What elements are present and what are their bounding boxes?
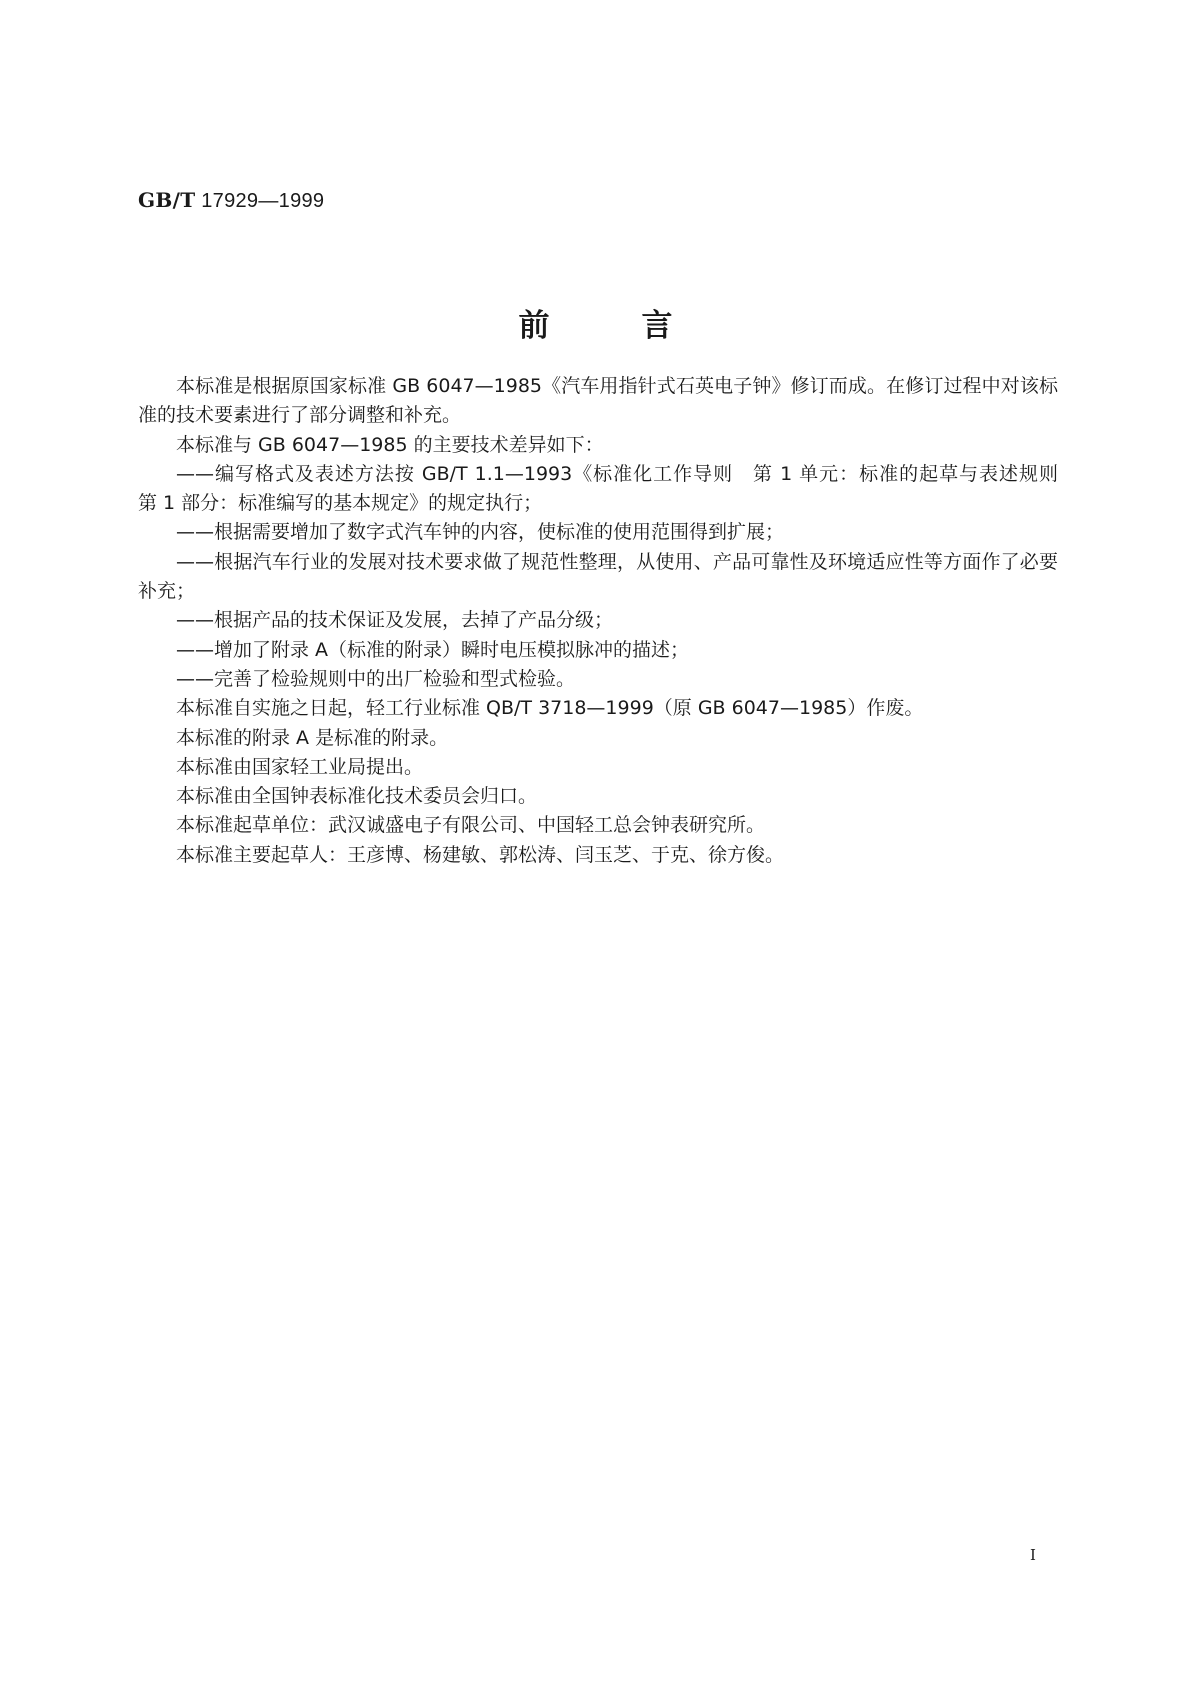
foreword-body	[138, 372, 1078, 870]
standard-code	[138, 188, 324, 213]
standard-code-number: 17929—1999	[195, 190, 325, 212]
list-item-technical-requirements: ——根据汽车行业的发展对技术要求做了规范性整理，从使用、产品可靠性及环境适应性等方面作了必要补充；	[138, 550, 1058, 603]
paragraph-drafting-units: 本标准起草单位：武汉诚盛电子有限公司、中国轻工总会钟表研究所。	[176, 814, 766, 837]
standard-code-prefix: GB/T	[138, 188, 196, 212]
paragraph-appendix-note: 本标准的附录 A 是标准的附录。	[176, 726, 449, 749]
page-title: 前言	[518, 308, 765, 344]
page-number: I	[1030, 1546, 1036, 1564]
list-item-digital-clock: ——根据需要增加了数字式汽车钟的内容，使标准的使用范围得到扩展；	[176, 521, 785, 544]
list-item-format: ——编写格式及表述方法按 GB/T 1.1—1993《标准化工作导则 第 1 单元：标准的起草与表述规则 第 1 部分：标准编写的基本规定》的规定执行；	[138, 462, 1078, 515]
paragraph-proposed-by: 本标准由国家轻工业局提出。	[176, 755, 424, 778]
paragraph-administered-by: 本标准由全国钟表标准化技术委员会归口。	[176, 785, 538, 808]
paragraph-differences-lead: 本标准与 GB 6047—1985 的主要技术差异如下：	[176, 433, 604, 456]
list-item-grading-removed: ——根据产品的技术保证及发展，去掉了产品分级；	[176, 609, 614, 632]
list-item-inspection-rules: ——完善了检验规则中的出厂检验和型式检验。	[176, 667, 576, 690]
paragraph-supersedes: 本标准自实施之日起，轻工行业标准 QB/T 3718—1999（原 GB 6047—1985）作废。	[176, 697, 924, 720]
paragraph-drafters: 本标准主要起草人：王彦博、杨建敏、郭松涛、闫玉芝、于克、徐方俊。	[176, 843, 785, 866]
list-item-appendix-a: ——增加了附录 A（标准的附录）瞬时电压模拟脉冲的描述；	[176, 638, 690, 661]
paragraph-intro: 本标准是根据原国家标准 GB 6047—1985《汽车用指针式石英电子钟》修订而成。在修订过程中对该标准的技术要素进行了部分调整和补充。	[138, 375, 1058, 427]
